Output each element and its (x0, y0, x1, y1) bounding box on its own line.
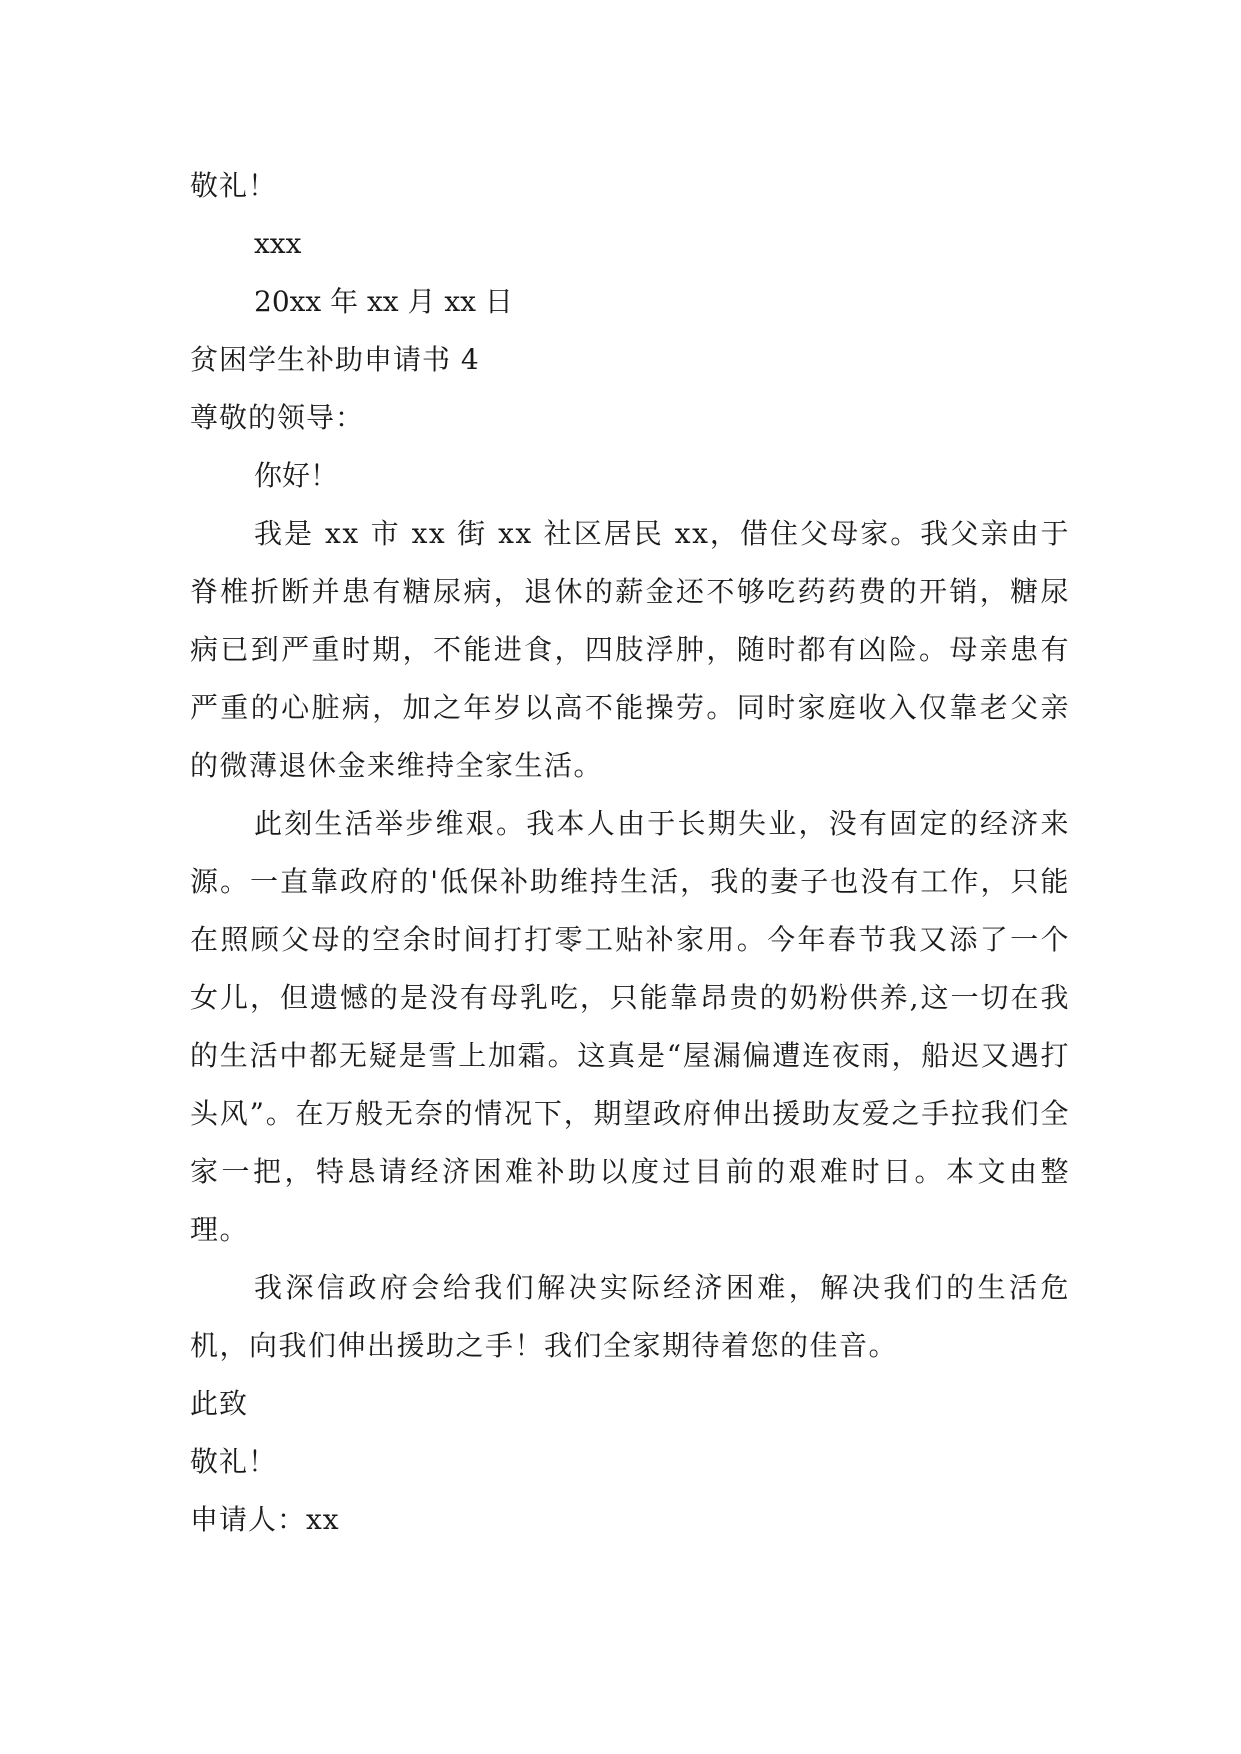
closing-line-2: 敬礼！ (190, 1445, 278, 1478)
signature-date: 20xx 年 xx 月 xx 日 (254, 285, 513, 318)
body-paragraph-2: 此刻生活举步维艰。我本人由于长期失业，没有固定的经济来源。一直靠政府的'低保补助维持生活，我的妻子也没有工作，只能在照顾父母的空余时间打打零工贴补家用。今年春节我又添了一个女儿，但遗憾的是没有母乳吃，只能靠昂贵的奶粉供养,这一切在我的生活中都无疑是雪上加霜。这真是“屋漏偏遭连夜雨，船迟又遇打头风”。在万般无奈的情况下，期望政府伸出援助友爱之手拉我们全家一把，特恳请经济困难补助以度过目前的艰难时日。本文由整理。 (190, 807, 1070, 1246)
body-paragraph-1: 我是 xx 市 xx 街 xx 社区居民 xx，借住父母家。我父亲由于脊椎折断并患有糖尿病，退休的薪金还不够吃药药费的开销，糖尿病已到严重时期，不能进食，四肢浮肿，随时都有凶险。母亲患有严重的心脏病，加之年岁以高不能操劳。同时家庭收入仅靠老父亲的微薄退休金来维持全家生活。 (190, 517, 1070, 782)
salutation: 尊敬的领导： (190, 401, 365, 434)
greeting: 你好！ (254, 459, 339, 492)
applicant-signature: 申请人：xx (190, 1503, 340, 1536)
body-paragraph-3: 我深信政府会给我们解决实际经济困难，解决我们的生活危机，向我们伸出援助之手！我们全家期待着您的佳音。 (190, 1271, 1070, 1362)
signature-name: xxx (254, 227, 302, 260)
section-title: 贫困学生补助申请书 4 (190, 343, 480, 376)
closing-salute-top: 敬礼！ (190, 169, 278, 202)
document-body (190, 157, 1070, 1549)
closing-line-1: 此致 (190, 1387, 249, 1420)
